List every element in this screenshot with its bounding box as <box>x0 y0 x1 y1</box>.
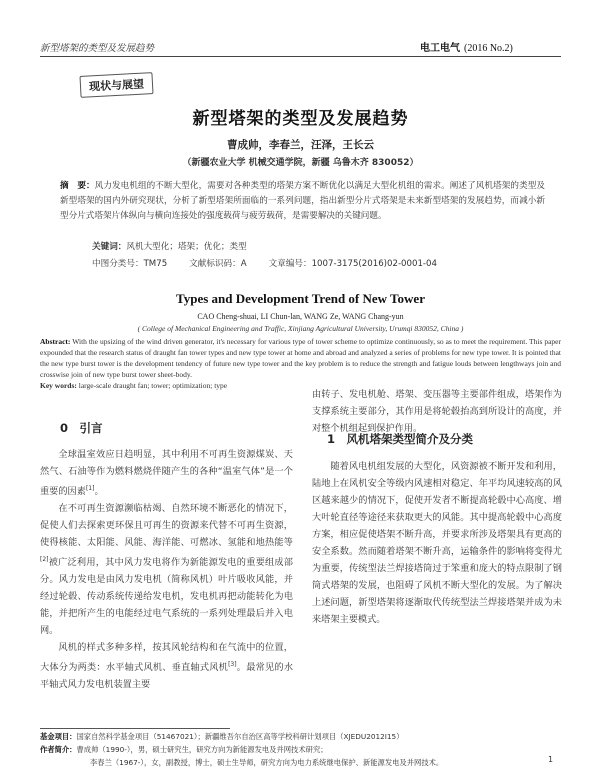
english-affiliation: ( College of Mechanical Engineering and Traffic, Xinjiang Agricultural University, Urumqi 830052, China ) <box>137 324 464 333</box>
journal-header <box>420 39 513 54</box>
intro-paragraph: 全球温室效应日趋明显，其中利用不可再生资源煤炭、天然气、石油等作为燃料燃烧伴随产生的各种“温室气体”是一个重要的因素[1]。 <box>40 449 293 498</box>
chinese-abstract <box>60 179 545 224</box>
continued-paragraph: 由转子、发电机舱、塔架、变压器等主要部件组成，塔架作为支撑系统主要部分，其作用是将轮毂抬高到所设计的高度，并对整个机组起到保护作用。 <box>312 389 562 434</box>
journal-name: 电工电气 <box>420 43 460 54</box>
abstract-label: 摘 要： <box>60 181 95 191</box>
abstract-text: 风力发电机组的不断大型化，需要对各种类型的塔架方案不断优化以满足大型化机组的需求。阐述了风机塔架的类型及新型塔架的国内外研究现状，分析了新型塔架所面临的一系列问题，指出新型分片式塔架是未来新型塔架的发展趋势，而减小新型分片式塔架片体纵向与横向连接处的强度载荷与疲劳载荷，是需要解决的关键问题。 <box>60 181 545 221</box>
keywords-label: 关键词： <box>92 242 127 252</box>
journal-issue: (2016 No.2) <box>464 43 513 54</box>
right-column-body <box>312 458 562 628</box>
english-keywords-label: Key words: <box>40 381 77 390</box>
footnote-divider <box>40 728 230 729</box>
header-divider <box>40 56 561 57</box>
article-affiliation: （新疆农业大学 机械交通学院，新疆 乌鲁木齐 830052） <box>182 158 419 168</box>
right-column-top <box>312 386 562 437</box>
document-code: 文献标识码：A <box>189 259 247 269</box>
keywords-text: 风机大型化；塔架；优化；类型 <box>126 242 247 252</box>
english-abstract-text: With the upsizing of the wind driven generator, it's necessary for various type of tower scheme to optimize continuously, so as to meet the requirement. This paper expounded that the research status of draught fan tower types and new type tower at home and abroad and analyzed a series of problems for new type tower. It is pointed that the new type burst tower is the development tendency of future new type tower and the key problem is to reduce the strength and fatigue louds between lengthways join and crosswise join of new type burst tower sheet-body. <box>40 337 561 379</box>
classification-line <box>92 257 459 269</box>
article-number: 文章编号：1007-3175(2016)02-0001-04 <box>268 259 437 269</box>
intro-paragraph: 风机的样式多种多样，按其风轮结构和在气流中的位置，大体分为两类：水平轴式风机、垂直轴式风机[3]。最常见的水平轴式风力发电机装置主要 <box>40 642 294 691</box>
clc-number: 中图分类号：TM75 <box>92 259 168 269</box>
section-heading-tower-types: 1 风机塔架类型简介及分类 <box>327 432 474 446</box>
left-column <box>40 446 293 693</box>
column-tag: 现状与展望 <box>79 72 153 98</box>
article-authors: 曹成帅，李春兰，汪泽，王长云 <box>227 139 374 151</box>
author-bio-footnote: 作者简介：曹成帅（1990-），男，硕士研究生，研究方向为新能源发电及并网技术研究； <box>40 745 328 754</box>
english-abstract-label: Abstract: <box>40 337 71 346</box>
citation-ref: [1] <box>85 485 95 492</box>
english-authors: CAO Cheng-shuai, LI Chun-lan, WANG Ze, WANG Chang-yun <box>197 312 404 321</box>
page-number: 1 <box>548 755 554 764</box>
intro-paragraph: 在不可再生资源濒临枯竭、自然环境不断恶化的情况下，促使人们去探索更环保且可再生的资源来代替不可再生资源，使得核能、太阳能、风能、海洋能、可燃冰、氢能和地热能等[2]被广泛利用，其中风力发电将作为新能源发电的重要组成部分。风力发电是由风力发电机（简称风机）叶片吸收风能，并经过轮毂、传动系统传递给发电机，发电机再把动能转化为电能，并把所产生的电能经过电气系统的一系列处理最后并入电网。 <box>40 503 293 637</box>
section1-paragraph: 随着风电机组发展的大型化，风资源被不断开发和利用，陆地上在风机安全等级内风速相对稳定、年平均风速较高的风区越来越少的情况下，促使开发者不断提高轮毂中心高度、增大叶轮直径等途径来获取更大的风能。其中提高轮毂中心高度方案，相应促使塔架不断升高，并要求所涉及塔架具有更高的安全系数。然而随着塔架不断升高，运输条件的影响将变得尤为重要，传统型法兰焊接塔筒过于笨重和庞大的特点限制了钢筒式塔架的发展，也阻碍了风机不断大型化的发展。为了解决上述问题，新型塔架将逐渐取代传统型法兰焊接塔架并成为未来塔架主要模式。 <box>312 461 562 625</box>
citation-ref: [3] <box>228 661 237 669</box>
citation-ref: [2] <box>40 556 49 564</box>
chinese-keywords <box>92 240 247 252</box>
running-header-title: 新型塔架的类型及发展趋势 <box>40 43 155 54</box>
english-abstract <box>40 336 561 380</box>
funding-footnote: 基金项目：国家自然科学基金项目（51467021）；新疆维吾尔自治区高等学校科研计划项目（XJEDU2012I15） <box>40 732 404 741</box>
article-title: 新型塔架的类型及发展趋势 <box>192 109 409 129</box>
author-bio-footnote-2: 李春兰（1967-），女，副教授，博士，硕士生导师，研究方向为电力系统继电保护、新能源发电及并网技术。 <box>90 758 444 767</box>
english-keywords-text: large-scale draught fan; tower; optimization; type <box>78 381 228 390</box>
section-heading-introduction: 0 引言 <box>60 421 103 435</box>
english-title: Types and Development Trend of New Tower <box>176 291 425 306</box>
